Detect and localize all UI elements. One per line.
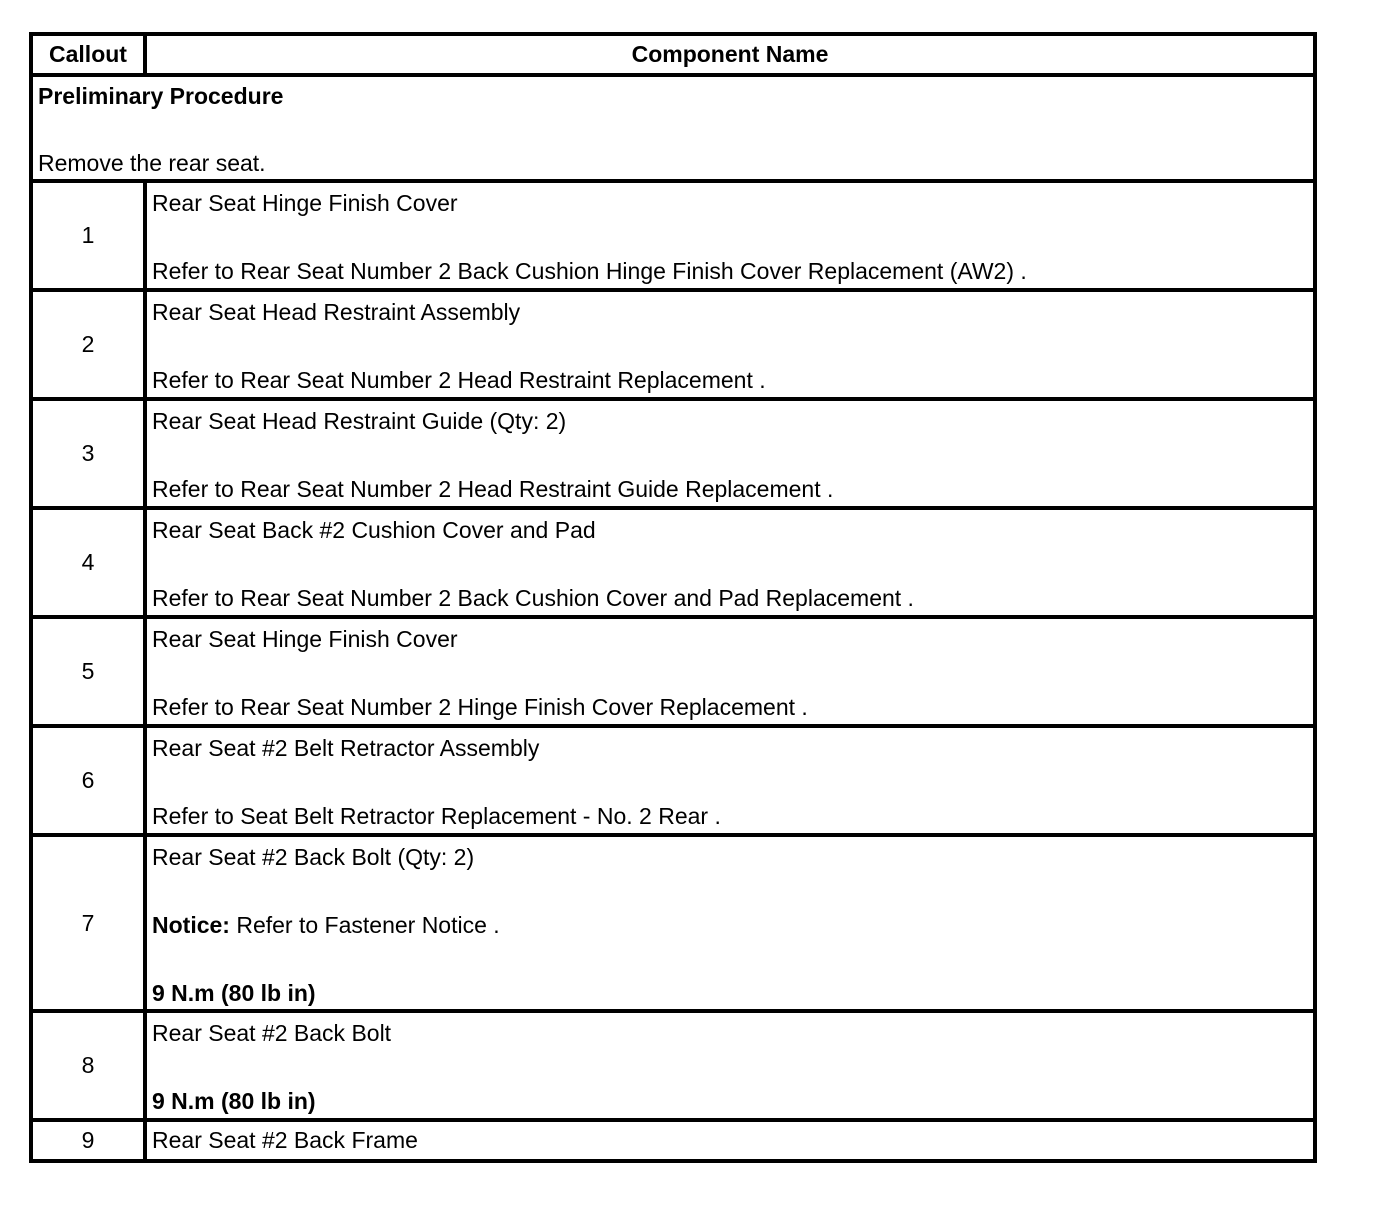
- component-cell: [145, 726, 1315, 835]
- callout-cell: 4: [31, 508, 145, 617]
- callout-cell: 7: [31, 835, 145, 1011]
- component-name: Rear Seat #2 Back Bolt: [152, 1020, 392, 1046]
- callout-cell: 5: [31, 617, 145, 726]
- preliminary-cell: [31, 75, 1315, 181]
- table-row: [31, 181, 1315, 290]
- preliminary-title: Preliminary Procedure: [38, 83, 284, 109]
- component-cell: [145, 1011, 1315, 1120]
- callout-cell: 6: [31, 726, 145, 835]
- torque-spec: 9 N.m (80 lb in): [152, 1088, 316, 1114]
- component-name: Rear Seat Head Restraint Assembly: [152, 299, 521, 325]
- component-cell: [145, 835, 1315, 1011]
- table-row: [31, 835, 1315, 1011]
- component-name: Rear Seat Hinge Finish Cover: [152, 626, 458, 652]
- component-cell: [145, 508, 1315, 617]
- refer-text: Refer to Seat Belt Retractor Replacement - No. 2 Rear .: [152, 803, 721, 829]
- component-cell: [145, 617, 1315, 726]
- component-name: Rear Seat Head Restraint Guide (Qty: 2): [152, 408, 567, 434]
- component-name: Rear Seat #2 Belt Retractor Assembly: [152, 735, 540, 761]
- header-row: [31, 34, 1315, 75]
- table-row: [31, 399, 1315, 508]
- notice-text: Refer to Fastener Notice .: [229, 912, 500, 938]
- component-cell: [145, 181, 1315, 290]
- component-name-header: Component Name: [145, 34, 1315, 75]
- callout-cell: 8: [31, 1011, 145, 1120]
- callout-cell: 9: [31, 1120, 145, 1161]
- component-name: Rear Seat Hinge Finish Cover: [152, 190, 458, 216]
- table-row: [31, 1011, 1315, 1120]
- component-name: Rear Seat #2 Back Bolt (Qty: 2): [152, 844, 475, 870]
- callout-cell: 2: [31, 290, 145, 399]
- notice-label: Notice:: [152, 912, 230, 938]
- component-table: [29, 32, 1317, 1163]
- callout-cell: 1: [31, 181, 145, 290]
- table-row: [31, 508, 1315, 617]
- preliminary-row: [31, 75, 1315, 181]
- table-row: [31, 1120, 1315, 1161]
- component-cell: [145, 1120, 1315, 1161]
- callout-header: Callout: [31, 34, 145, 75]
- refer-text: Refer to Rear Seat Number 2 Hinge Finish Cover Replacement .: [152, 694, 808, 720]
- component-name: Rear Seat #2 Back Frame: [152, 1127, 418, 1153]
- component-cell: [145, 399, 1315, 508]
- refer-text: Refer to Rear Seat Number 2 Head Restraint Guide Replacement .: [152, 476, 834, 502]
- component-cell: [145, 290, 1315, 399]
- preliminary-text: Remove the rear seat.: [38, 150, 266, 176]
- table-row: [31, 726, 1315, 835]
- component-name: Rear Seat Back #2 Cushion Cover and Pad: [152, 517, 596, 543]
- refer-text: Refer to Rear Seat Number 2 Back Cushion Hinge Finish Cover Replacement (AW2) .: [152, 258, 1027, 284]
- torque-spec: 9 N.m (80 lb in): [152, 980, 316, 1006]
- callout-cell: 3: [31, 399, 145, 508]
- refer-text: Refer to Rear Seat Number 2 Head Restraint Replacement .: [152, 367, 766, 393]
- table-row: [31, 617, 1315, 726]
- notice-line: [152, 912, 1313, 939]
- refer-text: Refer to Rear Seat Number 2 Back Cushion Cover and Pad Replacement .: [152, 585, 914, 611]
- table-row: [31, 290, 1315, 399]
